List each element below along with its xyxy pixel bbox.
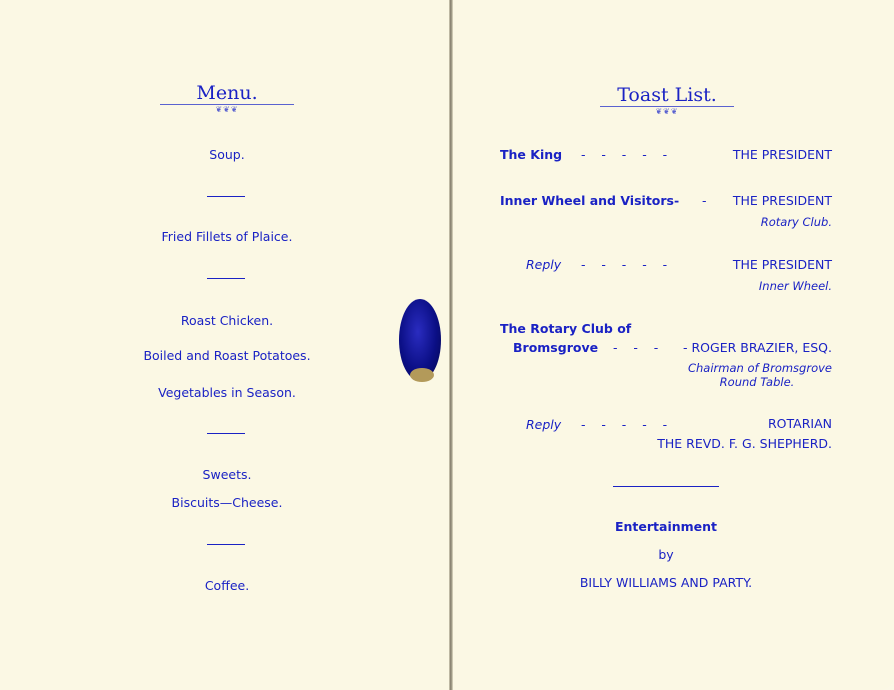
menu-item-sweets: Sweets. (202, 467, 252, 482)
menu-item-fish: Fried Fillets of Plaice. (161, 229, 293, 244)
toast-speaker-line2: THE REVD. F. G. SHEPHERD. (657, 436, 832, 451)
menu-separator (207, 544, 245, 545)
toast-leader-dashes: - (702, 193, 707, 208)
menu-item-biscuits: Biscuits—Cheese. (171, 495, 283, 510)
menu-item-soup: Soup. (209, 147, 245, 162)
menu-separator (207, 433, 245, 434)
toast-speaker: THE PRESIDENT (732, 147, 832, 162)
menu-separator (207, 196, 245, 197)
toast-leader-dashes: - - - - - (581, 417, 668, 432)
toast-rotary-club-line2: Bromsgrove (513, 340, 599, 355)
toast-list-separator (613, 486, 719, 487)
toast-speaker-note: Rotary Club. (760, 215, 832, 229)
toast-leader-dashes: - - - (613, 340, 659, 355)
toast-speaker: - ROGER BRAZIER, ESQ. (683, 340, 832, 355)
toast-speaker: ROTARIAN (767, 416, 832, 431)
entertainment-by: by (658, 547, 674, 562)
menu-item-vegetables: Vegetables in Season. (158, 385, 296, 400)
toast-the-king: The King (500, 147, 563, 162)
menu-item-coffee: Coffee. (204, 578, 250, 593)
toast-leader-dashes: - - - - - (581, 257, 668, 272)
menu-item-potatoes: Boiled and Roast Potatoes. (143, 348, 311, 363)
menu-flourish: ❦❦❦ (215, 105, 239, 114)
toast-speaker: THE PRESIDENT (732, 193, 832, 208)
entertainment-title: Entertainment (614, 519, 718, 534)
toast-list-title: Toast List. (617, 84, 717, 106)
toast-reply: Reply (526, 417, 562, 432)
toast-rotary-club: The Rotary Club of (500, 321, 632, 336)
toast-list-flourish: ❦❦❦ (655, 107, 679, 116)
menu-item-chicken: Roast Chicken. (180, 313, 274, 328)
toast-speaker-note: Inner Wheel. (758, 279, 832, 293)
entertainment-performer: BILLY WILLIAMS AND PARTY. (579, 575, 753, 590)
toast-speaker-note-line2: Round Table. (719, 375, 795, 389)
toast-reply: Reply (526, 257, 562, 272)
toast-leader-dashes: - - - - - (581, 147, 668, 162)
menu-separator (207, 278, 245, 279)
ribbon-tie-end (410, 368, 434, 382)
toast-speaker-note: Chairman of Bromsgrove (687, 361, 832, 375)
toast-speaker: THE PRESIDENT (732, 257, 832, 272)
toast-inner-wheel: Inner Wheel and Visitors- (500, 193, 680, 208)
menu-title: Menu. (196, 82, 258, 104)
